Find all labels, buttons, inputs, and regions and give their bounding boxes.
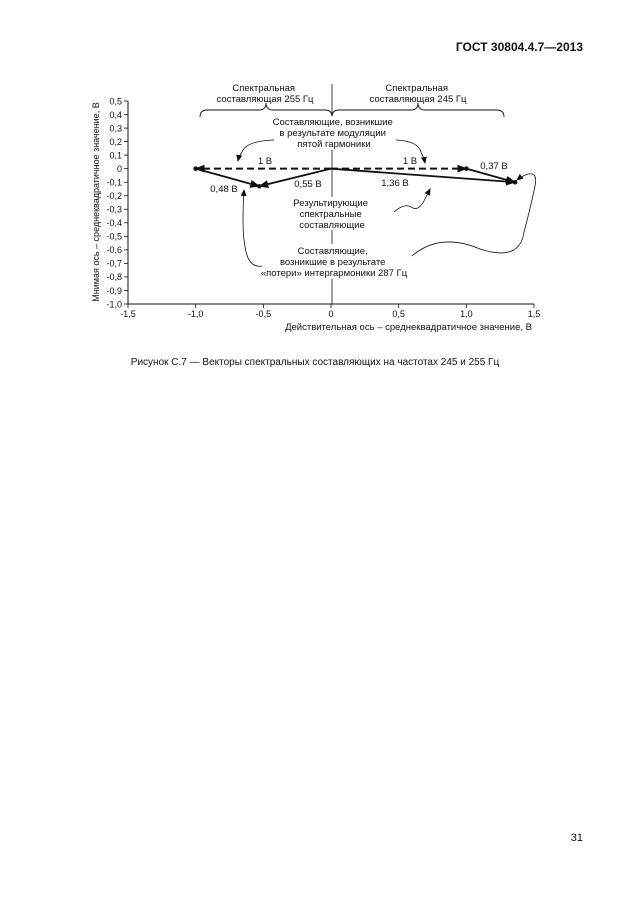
document-header: ГОСТ 30804.4.7—2013 bbox=[455, 40, 583, 54]
y-tick-label: -0,4 bbox=[106, 218, 122, 229]
y-tick-label: 0,4 bbox=[109, 109, 122, 120]
brace-right-label: Спектральная составляющая 245 Гц bbox=[369, 83, 467, 105]
y-tick-label: -0,6 bbox=[106, 245, 122, 256]
x-tick-label: -1,5 bbox=[120, 309, 136, 319]
vector-label-1b-left: 1 В bbox=[257, 156, 273, 167]
vector-label-1b-right: 1 В bbox=[402, 156, 418, 167]
y-tick-label: 0,2 bbox=[109, 136, 122, 147]
y-tick-label: -0,2 bbox=[106, 191, 122, 202]
y-tick-label: 0 bbox=[116, 163, 122, 174]
vector-endpoint bbox=[513, 180, 518, 185]
vectors-group bbox=[196, 169, 515, 187]
vector-endpoint bbox=[257, 184, 262, 189]
right-brace bbox=[332, 103, 504, 117]
x-tick-label: 1,5 bbox=[527, 309, 541, 319]
vector-label-055: 0,55 В bbox=[294, 179, 322, 190]
annotation-modulation: Составляющие, возникшие в результате модуляции пятой гармоники bbox=[272, 117, 393, 150]
x-tick-label: 0 bbox=[328, 309, 334, 319]
leader-loss-right bbox=[412, 174, 536, 256]
page-number: 31 bbox=[570, 832, 583, 844]
annotation-loss: Составляющие, возникшие в результате «потери» интергармоники 287 Гц bbox=[260, 246, 408, 279]
vector-endpoint bbox=[464, 166, 469, 171]
y-axis-title: Мнимая ось – среднеквадратичное значение, В bbox=[91, 102, 101, 302]
y-tick-label: -1,0 bbox=[106, 299, 122, 310]
y-tick-label: -0,5 bbox=[106, 231, 122, 242]
x-tick-label: 0,5 bbox=[392, 309, 405, 319]
figure-caption: Рисунок С.7 — Векторы спектральных составляющих на частотах 245 и 255 Гц bbox=[130, 357, 500, 368]
x-axis-title: Действительная ось – среднеквадратичное значение, В bbox=[285, 322, 532, 333]
vector-endpoint bbox=[193, 166, 198, 171]
x-tick-label: 1,0 bbox=[460, 309, 473, 319]
y-tick-label: 0,3 bbox=[109, 123, 122, 134]
y-tick-label: -0,9 bbox=[106, 285, 122, 296]
vector-label-136: 1,36 В bbox=[381, 178, 409, 189]
vector-label-037: 0,37 В bbox=[480, 161, 508, 172]
x-tick-label: -0,5 bbox=[255, 309, 272, 319]
vector-diagram bbox=[0, 0, 630, 340]
leader-resulting bbox=[394, 189, 430, 212]
y-tick-label: 0,5 bbox=[109, 96, 122, 107]
brace-left-label: Спектральная составляющая 255 Гц bbox=[216, 83, 314, 105]
x-tick-label: -1,0 bbox=[187, 309, 204, 319]
y-tick-label: -0,1 bbox=[106, 177, 122, 188]
vector-label-048: 0,48 В bbox=[210, 184, 238, 195]
annotation-resulting: Результирующие спектральные составляющие bbox=[293, 198, 369, 231]
y-tick-label: -0,7 bbox=[106, 258, 122, 269]
leader-loss-left bbox=[243, 190, 262, 266]
y-tick-label: -0,3 bbox=[106, 204, 122, 215]
left-brace bbox=[200, 103, 332, 117]
y-tick-label: 0,1 bbox=[109, 150, 122, 161]
y-tick-label: -0,8 bbox=[106, 272, 122, 283]
